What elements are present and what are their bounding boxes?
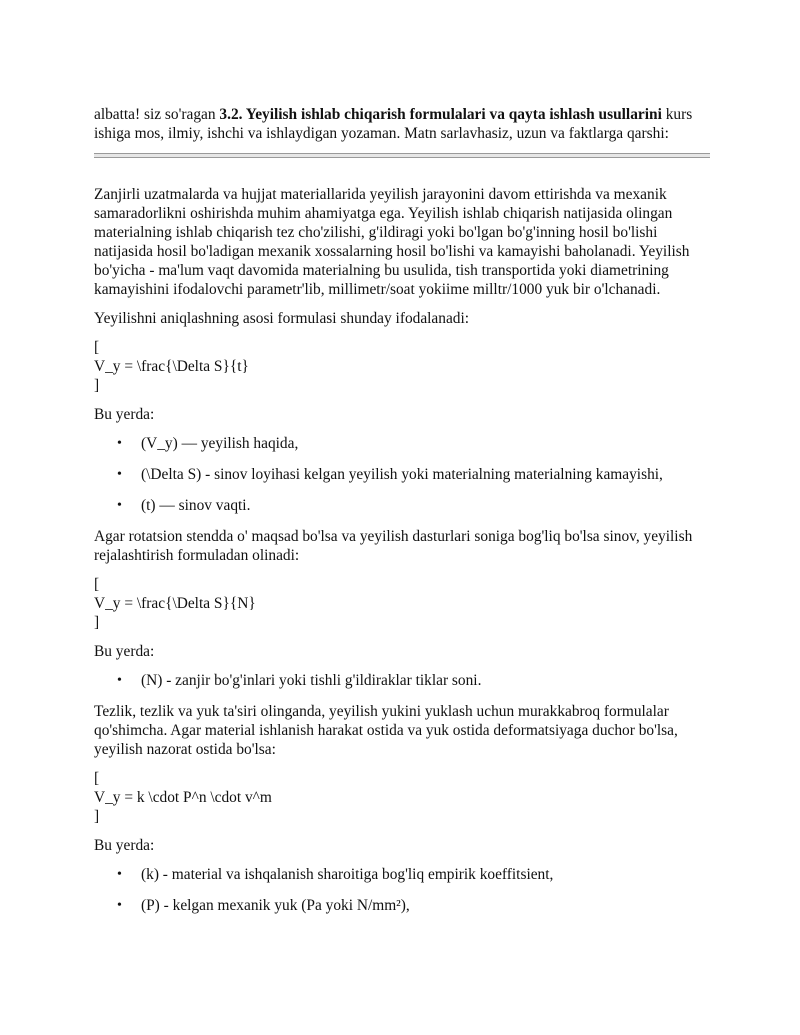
definition-list-1 xyxy=(94,434,710,515)
formula-body: V_y = \frac{\Delta S}{t} xyxy=(94,358,249,375)
document-page xyxy=(94,105,710,927)
where-label-3: Bu yerda: xyxy=(94,837,155,854)
formula-body: V_y = \frac{\Delta S}{N} xyxy=(94,595,256,612)
where-label-2: Bu yerda: xyxy=(94,643,155,660)
paragraph-1: Zanjirli uzatmalarda va hujjat materiallarida yeyilish jarayonini davom ettirishda va mexanik samaradorlikni oshirishda muhim ahamiyatga ega. Yeyilish ishlab chiqarish natijasida olingan materialning ishlab chiqarish tez cho'zilishi, g'ildiragi yoki bo'lgan bo'g'inning hosil bo'lishi natijasida hosil bo'ladigan mexanik xossalarning hosil bo'lishi va kamayishi baholanadi. Yeyilish bo'yicha - ma'lum vaqt davomida materialning bu usulida, tish transportida yoki diametrining kamayishini ifodalovchi parametr'lib, millimetr/soat yokiime milltr/1000 yuk bir o'lchanadi. xyxy=(94,186,690,298)
formula-body: V_y = k \cdot P^n \cdot v^m xyxy=(94,789,272,806)
formula-open-bracket: [ xyxy=(94,339,100,356)
list-item: • (N) - zanjir bo'g'inlari yoki tishli g'ildiraklar tiklar soni. xyxy=(94,671,710,690)
paragraph-3: Agar rotatsion stendda o' maqsad bo'lsa va yeyilish dasturlari soniga bog'liq bo'lsa sinov, yeyilish rejalashtirish formuladan olinadi: xyxy=(94,528,693,564)
paragraph-2: Yeyilishni aniqlashning asosi formulasi shunday ifodalanadi: xyxy=(94,310,470,327)
list-item: • (P) - kelgan mexanik yuk (Pa yoki N/mm²), xyxy=(94,896,710,915)
list-item: • (t) — sinov vaqti. xyxy=(94,496,710,515)
formula-close-bracket: ] xyxy=(94,614,100,631)
where-label-1: Bu yerda: xyxy=(94,406,155,423)
formula-1 xyxy=(94,338,710,395)
intro-lead: albatta! siz so'ragan xyxy=(94,106,220,123)
intro-paragraph xyxy=(94,105,710,143)
formula-open-bracket: [ xyxy=(94,770,100,787)
definition-list-2 xyxy=(94,671,710,690)
formula-close-bracket: ] xyxy=(94,808,100,825)
horizontal-divider xyxy=(94,153,710,158)
formula-2 xyxy=(94,575,710,632)
formula-3 xyxy=(94,769,710,826)
intro-tail: kurs ishiga mos, ilmiy, ishchi va ishlaydigan yozaman. Matn sarlavhasiz, uzun va faktlarga qarshi: xyxy=(94,106,693,142)
formula-close-bracket: ] xyxy=(94,377,100,394)
definition-list-3 xyxy=(94,865,710,915)
list-item: • (V_y) — yeyilish haqida, xyxy=(94,434,710,453)
list-item: • (\Delta S) - sinov loyihasi kelgan yeyilish yoki materialning materialning kamayishi, xyxy=(94,465,710,484)
formula-open-bracket: [ xyxy=(94,576,100,593)
section-title: 3.2. Yeyilish ishlab chiqarish formulalari va qayta ishlash usullarini xyxy=(219,106,662,123)
paragraph-4: Tezlik, tezlik va yuk ta'siri olinganda, yeyilish yukini yuklash uchun murakkabroq formulalar qo'shimcha. Agar material ishlanish harakat ostida va yuk ostida deformatsiyaga duchor bo'lsa, yeyilish nazorat ostida bo'lsa: xyxy=(94,703,678,758)
list-item: • (k) - material va ishqalanish sharoitiga bog'liq empirik koeffitsient, xyxy=(94,865,710,884)
